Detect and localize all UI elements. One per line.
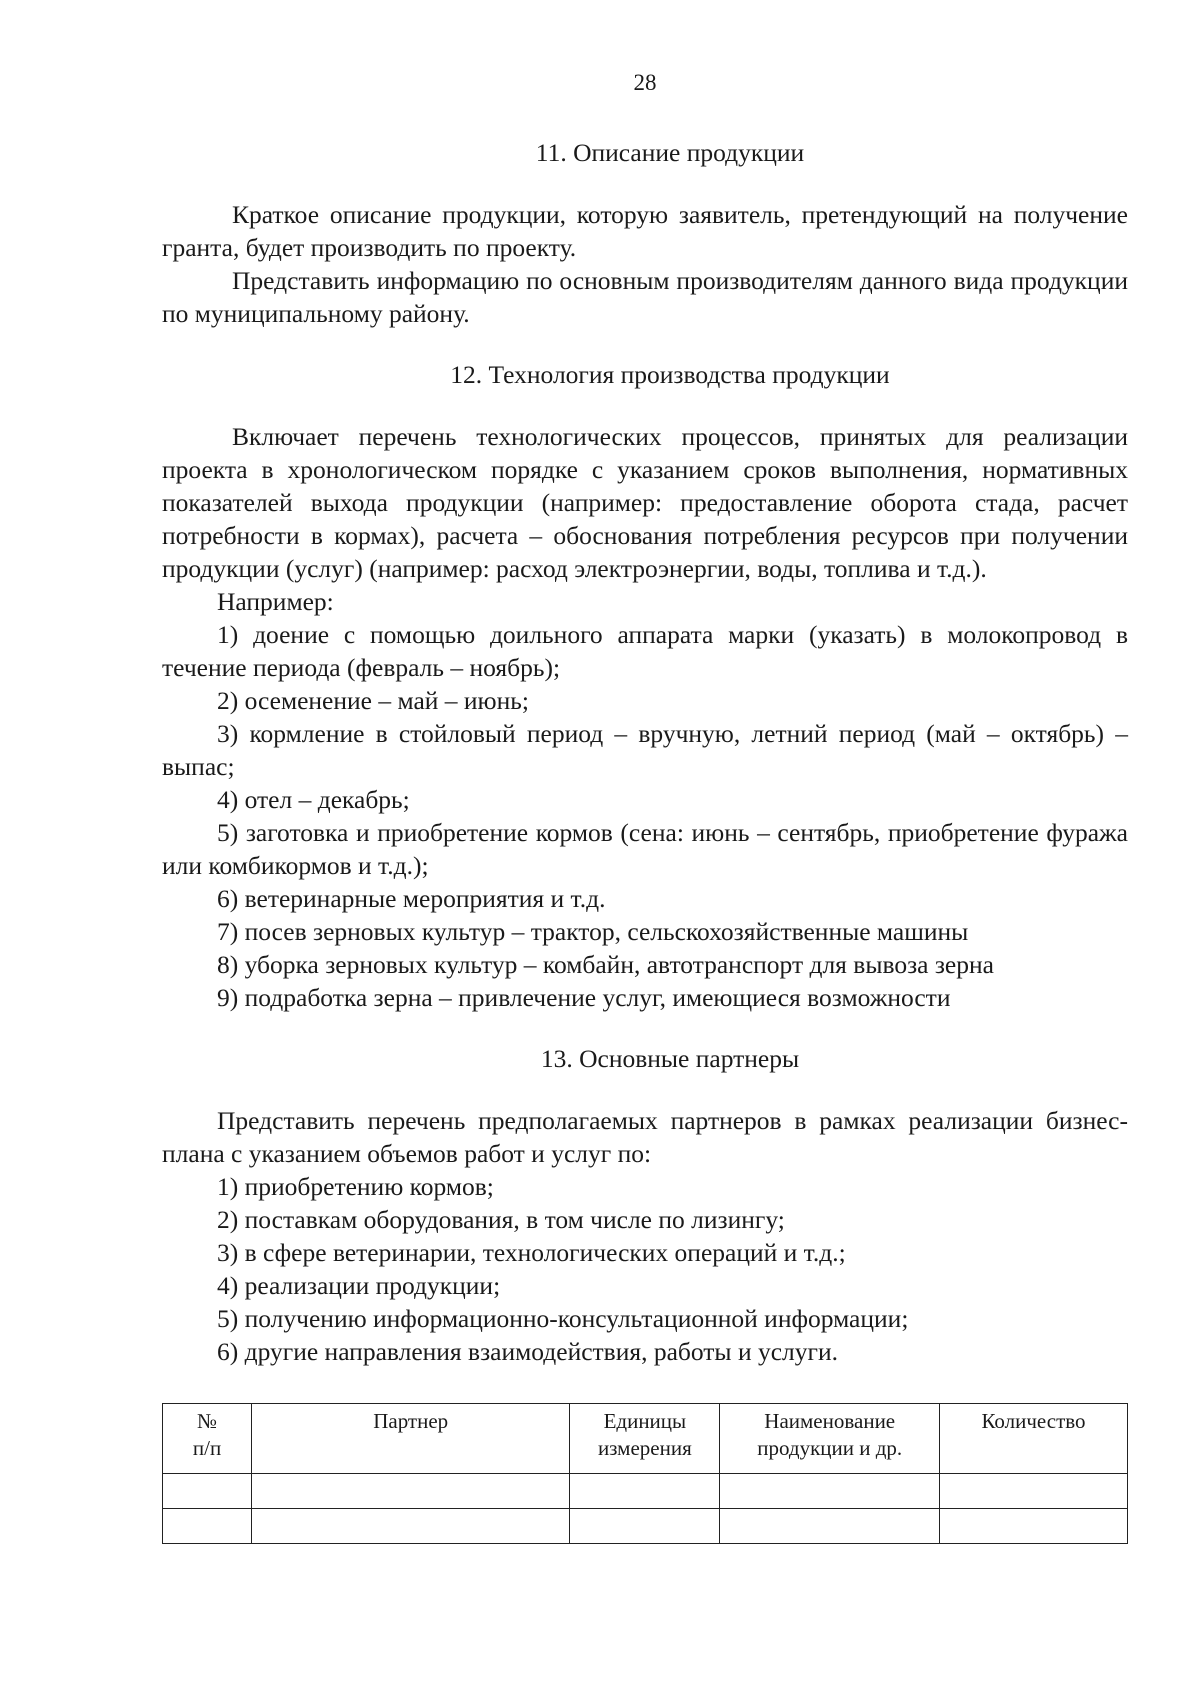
list-item: 5) получению информационно-консультационной информации; (217, 1304, 909, 1333)
list-item: 3) кормление в стойловый период – вручную, летний период (май – октябрь) – выпас; (162, 719, 1128, 781)
list-item: 7) посев зерновых культур – трактор, сельскохозяйственные машины (217, 917, 969, 946)
section-11-heading: 11. Описание продукции (535, 138, 805, 167)
partners-table (162, 1403, 1128, 1544)
section-11-paragraph: Краткое описание продукции, которую заявитель, претендующий на получение гранта, будет производить по проекту. (162, 200, 1128, 262)
column-header-number: № п/п (163, 1404, 252, 1474)
page-number: 28 (633, 70, 657, 95)
list-item: 4) реализации продукции; (217, 1271, 501, 1300)
section-13-intro: Представить перечень предполагаемых партнеров в рамках реализации бизнес-плана с указанием объемов работ и услуг по: (162, 1106, 1128, 1168)
table-header-row (163, 1404, 1128, 1474)
table-cell (570, 1474, 720, 1509)
list-item: 8) уборка зерновых культур – комбайн, автотранспорт для вывоза зерна (217, 950, 994, 979)
section-12-intro: Включает перечень технологических процессов, принятых для реализации проекта в хронологическом порядке с указанием сроков выполнения, нормативных показателей выхода продукции (например: предоставление оборота стада, расчет потребности в кормах), расчета – обоснования потребления ресурсов при получении продукции (услуг) (например: расход электроэнергии, воды, топлива и т.д.). (162, 422, 1128, 583)
table-cell (940, 1509, 1128, 1544)
table-cell (163, 1474, 252, 1509)
list-item: 5) заготовка и приобретение кормов (сена: июнь – сентябрь, приобретение фуража или комбикормов и т.д.); (162, 818, 1128, 880)
table-cell (163, 1509, 252, 1544)
list-item: 2) поставкам оборудования, в том числе по лизингу; (217, 1205, 785, 1234)
column-header-product: Наименование продукции и др. (720, 1404, 940, 1474)
list-item: 2) осеменение – май – июнь; (217, 686, 529, 715)
list-item: 6) ветеринарные мероприятия и т.д. (217, 884, 606, 913)
column-header-units: Единицы измерения (570, 1404, 720, 1474)
column-header-partner: Партнер (252, 1404, 570, 1474)
example-label: Например: (217, 587, 334, 616)
section-13-heading: 13. Основные партнеры (540, 1044, 800, 1073)
section-12-heading: 12. Технология производства продукции (450, 360, 890, 389)
list-item: 1) доение с помощью доильного аппарата марки (указать) в молокопровод в течение периода (февраль – ноябрь); (162, 620, 1128, 682)
section-11-paragraph: Представить информацию по основным производителям данного вида продукции по муниципальному району. (162, 266, 1128, 328)
list-item: 6) другие направления взаимодействия, работы и услуги. (217, 1337, 838, 1366)
table-cell (252, 1509, 570, 1544)
table-row (163, 1474, 1128, 1509)
list-item: 4) отел – декабрь; (217, 785, 410, 814)
document-body (162, 136, 1128, 1544)
table-cell (252, 1474, 570, 1509)
list-item: 3) в сфере ветеринарии, технологических операций и т.д.; (217, 1238, 846, 1267)
list-item: 9) подработка зерна – привлечение услуг, имеющиеся возможности (217, 983, 951, 1012)
table-cell (940, 1474, 1128, 1509)
table-cell (570, 1509, 720, 1544)
list-item: 1) приобретению кормов; (217, 1172, 494, 1201)
column-header-quantity: Количество (940, 1404, 1128, 1474)
table-cell (720, 1474, 940, 1509)
table-cell (720, 1509, 940, 1544)
table-row (163, 1509, 1128, 1544)
